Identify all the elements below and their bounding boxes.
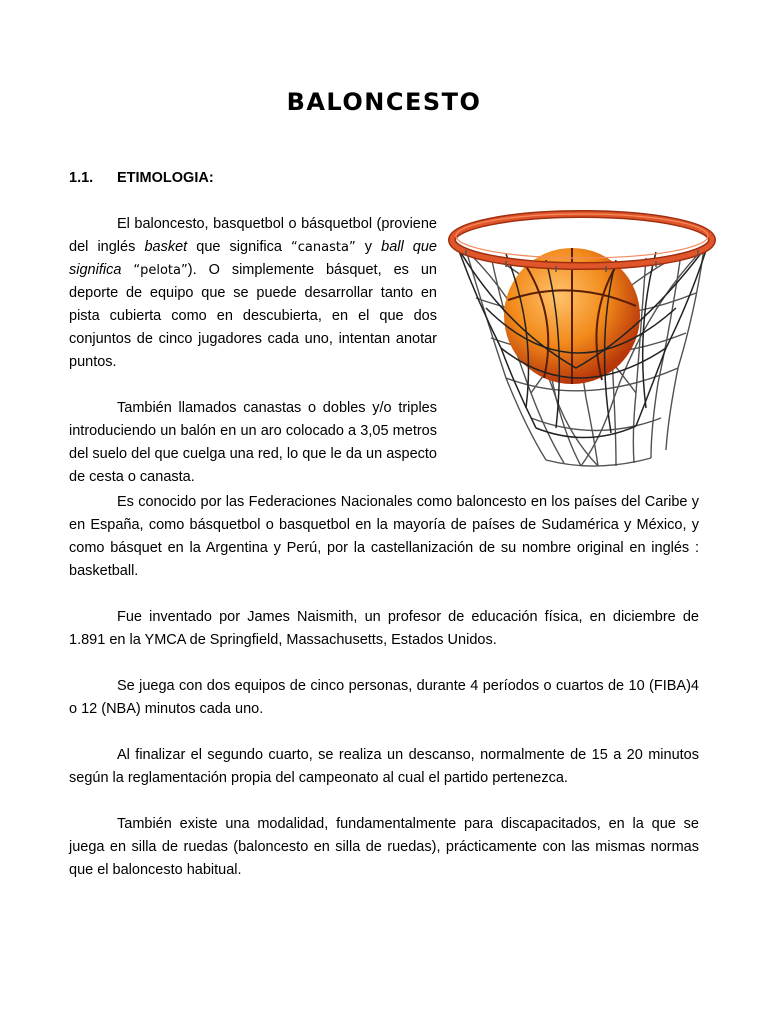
basketball-hoop-icon xyxy=(446,178,716,468)
intro-column xyxy=(69,213,437,512)
body-paragraph-5: También existe una modalidad, fundamentalmente para discapacitados, en la que se juega en silla de ruedas (baloncesto en silla de ruedas), prácticamente con las mismas normas que el baloncesto habitual. xyxy=(69,816,699,878)
body-column xyxy=(69,491,699,905)
p1-word-pelota: “pelota” xyxy=(133,263,188,278)
body-paragraph-4: Al finalizar el segundo cuarto, se realiza un descanso, normalmente de 15 a 20 minutos según la reglamentación propia del campeonato al cual el partido pertenezca. xyxy=(69,747,699,786)
section-number: 1.1. xyxy=(69,170,94,186)
p1-phrase-ball: ball que significa xyxy=(69,239,438,278)
page-title: BALONCESTO xyxy=(286,88,482,116)
section-heading xyxy=(69,170,214,186)
section-title: ETIMOLOGIA: xyxy=(117,170,214,186)
intro-paragraph-1 xyxy=(69,213,437,374)
p1-part-b: proviene del inglés xyxy=(69,216,437,255)
p1-word-canasta: “canasta” xyxy=(291,240,356,255)
p1-part-j: ). O simplemente básquet, es un deporte de equipo que se puede desarrollar tanto en pista cubierta como en descubierta, en el que dos conjuntos de cinco jugadores cada uno, intentan anotar puntos. xyxy=(69,262,437,370)
body-paragraph-1: Es conocido por las Federaciones Nacionales como baloncesto en los países del Caribe y en España, como básquetbol o basquetbol en la mayoría de países de Sudamérica y México, y como básquet en la Argentina y Perú, por la castellanización de su nombre original en inglés : basketball. xyxy=(69,494,699,579)
p1-part-f: y xyxy=(355,239,382,255)
p1-part-h xyxy=(121,262,133,278)
p1-part-a: El baloncesto, basquetbol o básquetbol ( xyxy=(117,216,382,232)
p1-part-d: que significa xyxy=(187,239,292,255)
intro-paragraph-2: También llamados canastas o dobles y/o triples introduciendo un balón en un aro colocado a 3,05 metros del suelo del que cuelga una red, lo que le da un aspecto de cesta o canasta. xyxy=(69,400,437,485)
body-paragraph-3: Se juega con dos equipos de cinco personas, durante 4 períodos o cuartos de 10 (FIBA)4 o 12 (NBA) minutos cada uno. xyxy=(69,678,699,717)
p1-word-basket: basket xyxy=(144,239,188,255)
body-paragraph-2: Fue inventado por James Naismith, un profesor de educación física, en diciembre de 1.891 en la YMCA de Springfield, Massachusetts, Estados Unidos. xyxy=(69,609,699,648)
